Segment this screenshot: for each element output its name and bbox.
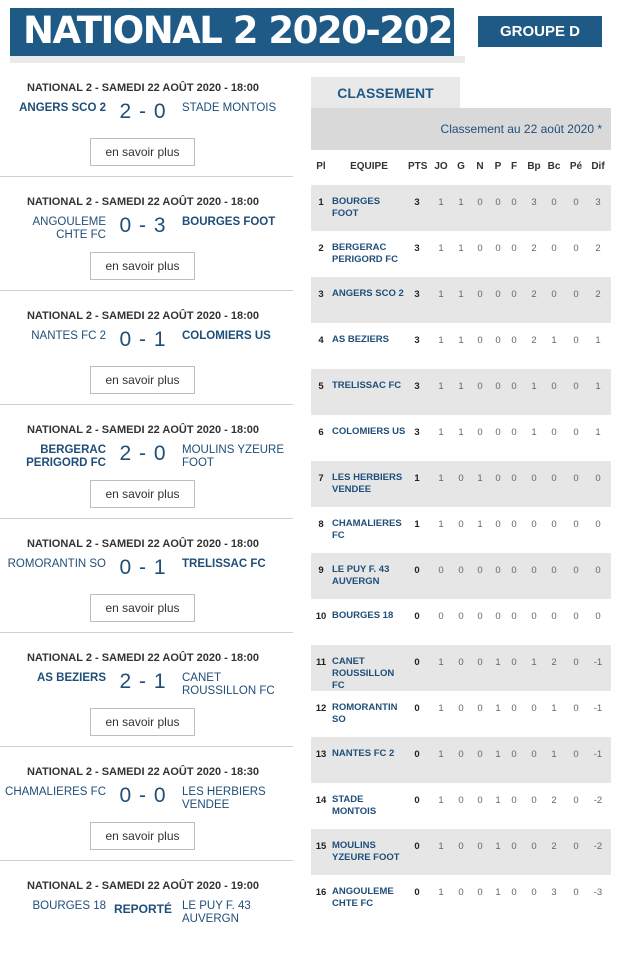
cell-bp: 1 <box>531 657 537 668</box>
match-score: 0 - 1 <box>119 328 167 351</box>
cell-bp: 2 <box>531 243 537 254</box>
cell-bc: 0 <box>551 289 557 300</box>
cell-pe: 0 <box>573 611 579 622</box>
cell-jo: 1 <box>438 841 444 852</box>
cell-f: 0 <box>511 519 517 530</box>
table-row <box>311 737 611 783</box>
page-title: NATIONAL 2 2020-2021 <box>23 9 477 52</box>
cell-f: 0 <box>511 703 517 714</box>
cell-dif: -1 <box>593 749 603 760</box>
cell-pl: 2 <box>318 243 324 254</box>
cell-n: 0 <box>477 611 483 622</box>
cell-pe: 0 <box>573 381 579 392</box>
cell-bp: 0 <box>531 519 537 530</box>
match-card <box>0 177 293 291</box>
team-name[interactable]: ANGERS SCO 2 <box>332 288 404 299</box>
cell-f: 0 <box>511 473 517 484</box>
cell-p: 0 <box>495 197 501 208</box>
match-card <box>0 519 293 633</box>
cell-f: 0 <box>511 611 517 622</box>
home-team[interactable]: ANGERS SCO 2 <box>19 102 106 114</box>
match-header: NATIONAL 2 - SAMEDI 22 AOÛT 2020 - 18:00 <box>26 538 260 550</box>
table-row <box>311 691 611 737</box>
cell-jo: 0 <box>438 611 444 622</box>
cell-dif: -2 <box>593 795 603 806</box>
cell-jo: 1 <box>438 289 444 300</box>
match-header: NATIONAL 2 - SAMEDI 22 AOÛT 2020 - 18:30 <box>26 766 260 778</box>
table-row <box>311 369 611 415</box>
cell-bc: 0 <box>551 197 557 208</box>
cell-p: 1 <box>495 795 501 806</box>
cell-bc: 0 <box>551 473 557 484</box>
cell-bp: 0 <box>531 703 537 714</box>
cell-g: 0 <box>458 473 464 484</box>
cell-pl: 3 <box>318 289 324 300</box>
cell-jo: 1 <box>438 887 444 898</box>
team-name[interactable]: COLOMIERS US <box>332 426 406 437</box>
cell-jo: 1 <box>438 335 444 346</box>
cell-bp: 3 <box>531 197 537 208</box>
table-row <box>311 829 611 875</box>
tab-classement[interactable]: CLASSEMENT <box>311 77 460 109</box>
table-row <box>311 323 611 369</box>
cell-pts: 1 <box>414 473 420 484</box>
cell-pts: 0 <box>414 749 420 760</box>
cell-g: 0 <box>458 841 464 852</box>
cell-p: 0 <box>495 565 501 576</box>
match-card <box>0 405 293 519</box>
cell-p: 1 <box>495 657 501 668</box>
match-header: NATIONAL 2 - SAMEDI 22 AOÛT 2020 - 18:00 <box>26 424 260 436</box>
away-team[interactable]: MOULINS YZEURE FOOT <box>182 444 285 469</box>
cell-dif: -2 <box>593 841 603 852</box>
cell-g: 0 <box>458 611 464 622</box>
table-row <box>311 553 611 599</box>
match-list <box>0 63 293 975</box>
cell-p: 1 <box>495 841 501 852</box>
cell-p: 1 <box>495 703 501 714</box>
cell-dif: 3 <box>595 197 601 208</box>
cell-p: 0 <box>495 289 501 300</box>
home-team[interactable]: NANTES FC 2 <box>31 330 106 342</box>
home-team[interactable]: ROMORANTIN SO <box>7 558 106 570</box>
cell-n: 0 <box>477 703 483 714</box>
cell-g: 0 <box>458 657 464 668</box>
table-row <box>311 507 611 553</box>
cell-g: 0 <box>458 703 464 714</box>
cell-jo: 1 <box>438 473 444 484</box>
match-card <box>0 861 293 975</box>
cell-dif: 1 <box>595 381 601 392</box>
column-header-pe: Pé <box>569 161 583 172</box>
match-score: 2 - 0 <box>119 442 167 465</box>
cell-g: 0 <box>458 795 464 806</box>
cell-pe: 0 <box>573 657 579 668</box>
cell-jo: 1 <box>438 519 444 530</box>
title-underline <box>10 56 465 63</box>
cell-pl: 5 <box>318 381 324 392</box>
standings-date-note: Classement au 22 août 2020 * <box>440 122 602 136</box>
cell-pe: 0 <box>573 427 579 438</box>
cell-jo: 1 <box>438 657 444 668</box>
away-team[interactable]: CANET ROUSSILLON FC <box>182 672 275 697</box>
cell-dif: -1 <box>593 703 603 714</box>
cell-jo: 1 <box>438 243 444 254</box>
cell-n: 0 <box>477 657 483 668</box>
cell-p: 0 <box>495 243 501 254</box>
cell-p: 0 <box>495 381 501 392</box>
cell-f: 0 <box>511 841 517 852</box>
cell-bc: 3 <box>551 887 557 898</box>
match-score: 2 - 0 <box>119 100 167 123</box>
cell-pl: 11 <box>315 657 327 668</box>
match-card <box>0 747 293 861</box>
team-name[interactable]: ROMORANTIN SO <box>332 702 398 725</box>
cell-bc: 1 <box>551 749 557 760</box>
cell-pts: 3 <box>414 289 420 300</box>
table-row <box>311 277 611 323</box>
cell-bc: 0 <box>551 427 557 438</box>
team-name[interactable]: STADE MONTOIS <box>332 794 377 817</box>
match-score: REPORTÉ <box>113 902 172 916</box>
cell-jo: 1 <box>438 427 444 438</box>
cell-pe: 0 <box>573 749 579 760</box>
cell-p: 1 <box>495 887 501 898</box>
match-header: NATIONAL 2 - SAMEDI 22 AOÛT 2020 - 19:00 <box>26 880 260 892</box>
table-row <box>311 645 611 691</box>
cell-pl: 16 <box>315 887 327 898</box>
match-header: NATIONAL 2 - SAMEDI 22 AOÛT 2020 - 18:00 <box>26 652 260 664</box>
cell-bp: 2 <box>531 335 537 346</box>
cell-pe: 0 <box>573 243 579 254</box>
column-header-jo: JO <box>434 161 448 172</box>
cell-n: 0 <box>477 197 483 208</box>
team-name[interactable]: MOULINS YZEURE FOOT <box>332 840 400 863</box>
home-team[interactable]: BOURGES 18 <box>32 900 106 912</box>
match-header: NATIONAL 2 - SAMEDI 22 AOÛT 2020 - 18:00 <box>26 310 260 322</box>
cell-bc: 1 <box>551 703 557 714</box>
team-name[interactable]: CANET ROUSSILLON FC <box>332 656 395 691</box>
cell-pl: 15 <box>315 841 327 852</box>
team-name[interactable]: CHAMALIERES FC <box>332 518 402 541</box>
cell-n: 1 <box>477 473 483 484</box>
match-score: 0 - 1 <box>119 556 167 579</box>
cell-f: 0 <box>511 565 517 576</box>
cell-p: 0 <box>495 427 501 438</box>
cell-g: 0 <box>458 519 464 530</box>
group-badge[interactable]: GROUPE D <box>478 16 602 47</box>
cell-f: 0 <box>511 427 517 438</box>
cell-pe: 0 <box>573 335 579 346</box>
cell-n: 0 <box>477 289 483 300</box>
match-header: NATIONAL 2 - SAMEDI 22 AOÛT 2020 - 18:00 <box>26 196 260 208</box>
cell-pl: 7 <box>318 473 324 484</box>
cell-pl: 9 <box>318 565 324 576</box>
cell-pe: 0 <box>573 841 579 852</box>
cell-p: 0 <box>495 335 501 346</box>
cell-n: 0 <box>477 335 483 346</box>
column-header-pts: PTS <box>408 161 428 172</box>
cell-dif: 0 <box>595 611 601 622</box>
match-score: 2 - 1 <box>119 670 167 693</box>
cell-bc: 0 <box>551 243 557 254</box>
cell-dif: -3 <box>593 887 603 898</box>
cell-g: 1 <box>458 289 464 300</box>
cell-pts: 0 <box>414 841 420 852</box>
cell-jo: 1 <box>438 381 444 392</box>
team-name[interactable]: BOURGES FOOT <box>332 196 381 219</box>
more-info-button[interactable]: en savoir plus <box>90 822 195 850</box>
cell-jo: 1 <box>438 703 444 714</box>
cell-dif: 0 <box>595 473 601 484</box>
cell-dif: -1 <box>593 657 603 668</box>
cell-bc: 2 <box>551 657 557 668</box>
cell-n: 0 <box>477 565 483 576</box>
cell-f: 0 <box>511 381 517 392</box>
home-team[interactable]: AS BEZIERS <box>36 672 106 684</box>
standings-rows <box>311 185 611 921</box>
cell-bp: 0 <box>531 611 537 622</box>
column-header-bp: Bp <box>527 161 541 172</box>
column-header-team: EQUIPE <box>350 161 388 172</box>
cell-f: 0 <box>511 289 517 300</box>
cell-p: 0 <box>495 519 501 530</box>
home-team[interactable]: CHAMALIERES FC <box>5 786 106 798</box>
more-info-button[interactable]: en savoir plus <box>90 252 195 280</box>
cell-n: 0 <box>477 427 483 438</box>
cell-pe: 0 <box>573 565 579 576</box>
cell-f: 0 <box>511 749 517 760</box>
cell-g: 1 <box>458 335 464 346</box>
cell-bc: 0 <box>551 381 557 392</box>
team-name[interactable]: TRELISSAC FC <box>332 380 402 391</box>
cell-pl: 4 <box>318 335 324 346</box>
cell-n: 1 <box>477 519 483 530</box>
cell-g: 0 <box>458 887 464 898</box>
cell-bp: 0 <box>531 565 537 576</box>
cell-pts: 3 <box>414 243 420 254</box>
table-row <box>311 599 611 645</box>
cell-g: 1 <box>458 243 464 254</box>
cell-dif: 0 <box>595 519 601 530</box>
cell-f: 0 <box>511 795 517 806</box>
cell-pe: 0 <box>573 473 579 484</box>
more-info-button[interactable]: en savoir plus <box>90 708 195 736</box>
column-header-n: N <box>476 161 484 172</box>
away-team[interactable]: LES HERBIERS VENDEE <box>182 786 266 811</box>
cell-bc: 0 <box>551 519 557 530</box>
home-team[interactable]: BERGERAC PERIGORD FC <box>26 444 106 469</box>
cell-pl: 10 <box>315 611 327 622</box>
cell-pts: 3 <box>414 335 420 346</box>
cell-pe: 0 <box>573 795 579 806</box>
cell-bp: 1 <box>531 381 537 392</box>
cell-n: 0 <box>477 795 483 806</box>
team-name[interactable]: AS BEZIERS <box>332 334 390 345</box>
cell-pe: 0 <box>573 289 579 300</box>
cell-bc: 2 <box>551 795 557 806</box>
cell-bp: 0 <box>531 749 537 760</box>
home-team[interactable]: ANGOULEME CHTE FC <box>32 216 106 241</box>
column-header-dif: Dif <box>591 161 605 172</box>
team-name[interactable]: LES HERBIERS VENDEE <box>332 472 403 495</box>
cell-dif: 2 <box>595 289 601 300</box>
match-score: 0 - 3 <box>119 214 167 237</box>
cell-pl: 6 <box>318 427 324 438</box>
cell-p: 0 <box>495 473 501 484</box>
match-card <box>0 633 293 747</box>
cell-bc: 0 <box>551 611 557 622</box>
cell-pe: 0 <box>573 197 579 208</box>
cell-pts: 0 <box>414 887 420 898</box>
table-row <box>311 415 611 461</box>
column-header-g: G <box>457 161 465 172</box>
away-team[interactable]: BOURGES FOOT <box>182 216 276 228</box>
standings-date-band <box>311 108 611 150</box>
cell-f: 0 <box>511 887 517 898</box>
more-info-button[interactable]: en savoir plus <box>90 480 195 508</box>
away-team[interactable]: STADE MONTOIS <box>182 102 277 114</box>
cell-p: 0 <box>495 611 501 622</box>
table-row <box>311 185 611 231</box>
cell-jo: 1 <box>438 749 444 760</box>
column-header-bc: Bc <box>547 161 561 172</box>
cell-jo: 1 <box>438 197 444 208</box>
cell-pts: 1 <box>414 519 420 530</box>
table-row <box>311 231 611 277</box>
cell-bp: 1 <box>531 427 537 438</box>
cell-g: 1 <box>458 427 464 438</box>
cell-jo: 0 <box>438 565 444 576</box>
match-score: 0 - 0 <box>119 784 167 807</box>
cell-g: 1 <box>458 197 464 208</box>
team-name[interactable]: LE PUY F. 43 AUVERGN <box>332 564 390 587</box>
cell-pts: 0 <box>414 657 420 668</box>
cell-pl: 13 <box>315 749 327 760</box>
cell-bc: 2 <box>551 841 557 852</box>
away-team[interactable]: LE PUY F. 43 AUVERGN <box>182 900 251 925</box>
cell-g: 0 <box>458 749 464 760</box>
cell-pl: 1 <box>318 197 324 208</box>
cell-bp: 0 <box>531 473 537 484</box>
cell-dif: 0 <box>595 565 601 576</box>
column-header-f: F <box>510 161 518 172</box>
cell-bc: 0 <box>551 565 557 576</box>
cell-bp: 0 <box>531 841 537 852</box>
match-card <box>0 63 293 177</box>
cell-pl: 14 <box>315 795 327 806</box>
away-team[interactable]: TRELISSAC FC <box>182 558 266 570</box>
cell-n: 0 <box>477 381 483 392</box>
cell-pl: 8 <box>318 519 324 530</box>
more-info-button[interactable]: en savoir plus <box>90 138 195 166</box>
cell-pts: 3 <box>414 427 420 438</box>
cell-p: 1 <box>495 749 501 760</box>
cell-bp: 0 <box>531 887 537 898</box>
team-name[interactable]: ANGOULEME CHTE FC <box>332 886 394 909</box>
cell-f: 0 <box>511 335 517 346</box>
team-name[interactable]: BERGERAC PERIGORD FC <box>332 242 398 265</box>
cell-n: 0 <box>477 749 483 760</box>
cell-g: 0 <box>458 565 464 576</box>
cell-pts: 3 <box>414 197 420 208</box>
cell-dif: 1 <box>595 335 601 346</box>
cell-n: 0 <box>477 887 483 898</box>
away-team[interactable]: COLOMIERS US <box>182 330 271 342</box>
table-row <box>311 783 611 829</box>
cell-pe: 0 <box>573 703 579 714</box>
cell-dif: 2 <box>595 243 601 254</box>
team-name[interactable]: BOURGES 18 <box>332 610 394 621</box>
cell-n: 0 <box>477 243 483 254</box>
cell-jo: 1 <box>438 795 444 806</box>
cell-bc: 1 <box>551 335 557 346</box>
table-row <box>311 875 611 921</box>
match-card <box>0 291 293 405</box>
cell-pl: 12 <box>315 703 327 714</box>
cell-bp: 2 <box>531 289 537 300</box>
cell-bp: 0 <box>531 795 537 806</box>
cell-g: 1 <box>458 381 464 392</box>
more-info-button[interactable]: en savoir plus <box>90 366 195 394</box>
column-header-pl: Pl <box>316 161 326 172</box>
cell-pts: 0 <box>414 611 420 622</box>
team-name[interactable]: NANTES FC 2 <box>332 748 395 759</box>
standings-header-row <box>311 161 611 177</box>
cell-pts: 0 <box>414 565 420 576</box>
cell-pts: 0 <box>414 795 420 806</box>
cell-pe: 0 <box>573 887 579 898</box>
column-header-p: P <box>494 161 502 172</box>
match-header: NATIONAL 2 - SAMEDI 22 AOÛT 2020 - 18:00 <box>26 82 260 94</box>
cell-pts: 0 <box>414 703 420 714</box>
cell-pe: 0 <box>573 519 579 530</box>
more-info-button[interactable]: en savoir plus <box>90 594 195 622</box>
cell-f: 0 <box>511 197 517 208</box>
cell-dif: 1 <box>595 427 601 438</box>
cell-n: 0 <box>477 841 483 852</box>
cell-pts: 3 <box>414 381 420 392</box>
cell-f: 0 <box>511 657 517 668</box>
cell-f: 0 <box>511 243 517 254</box>
table-row <box>311 461 611 507</box>
